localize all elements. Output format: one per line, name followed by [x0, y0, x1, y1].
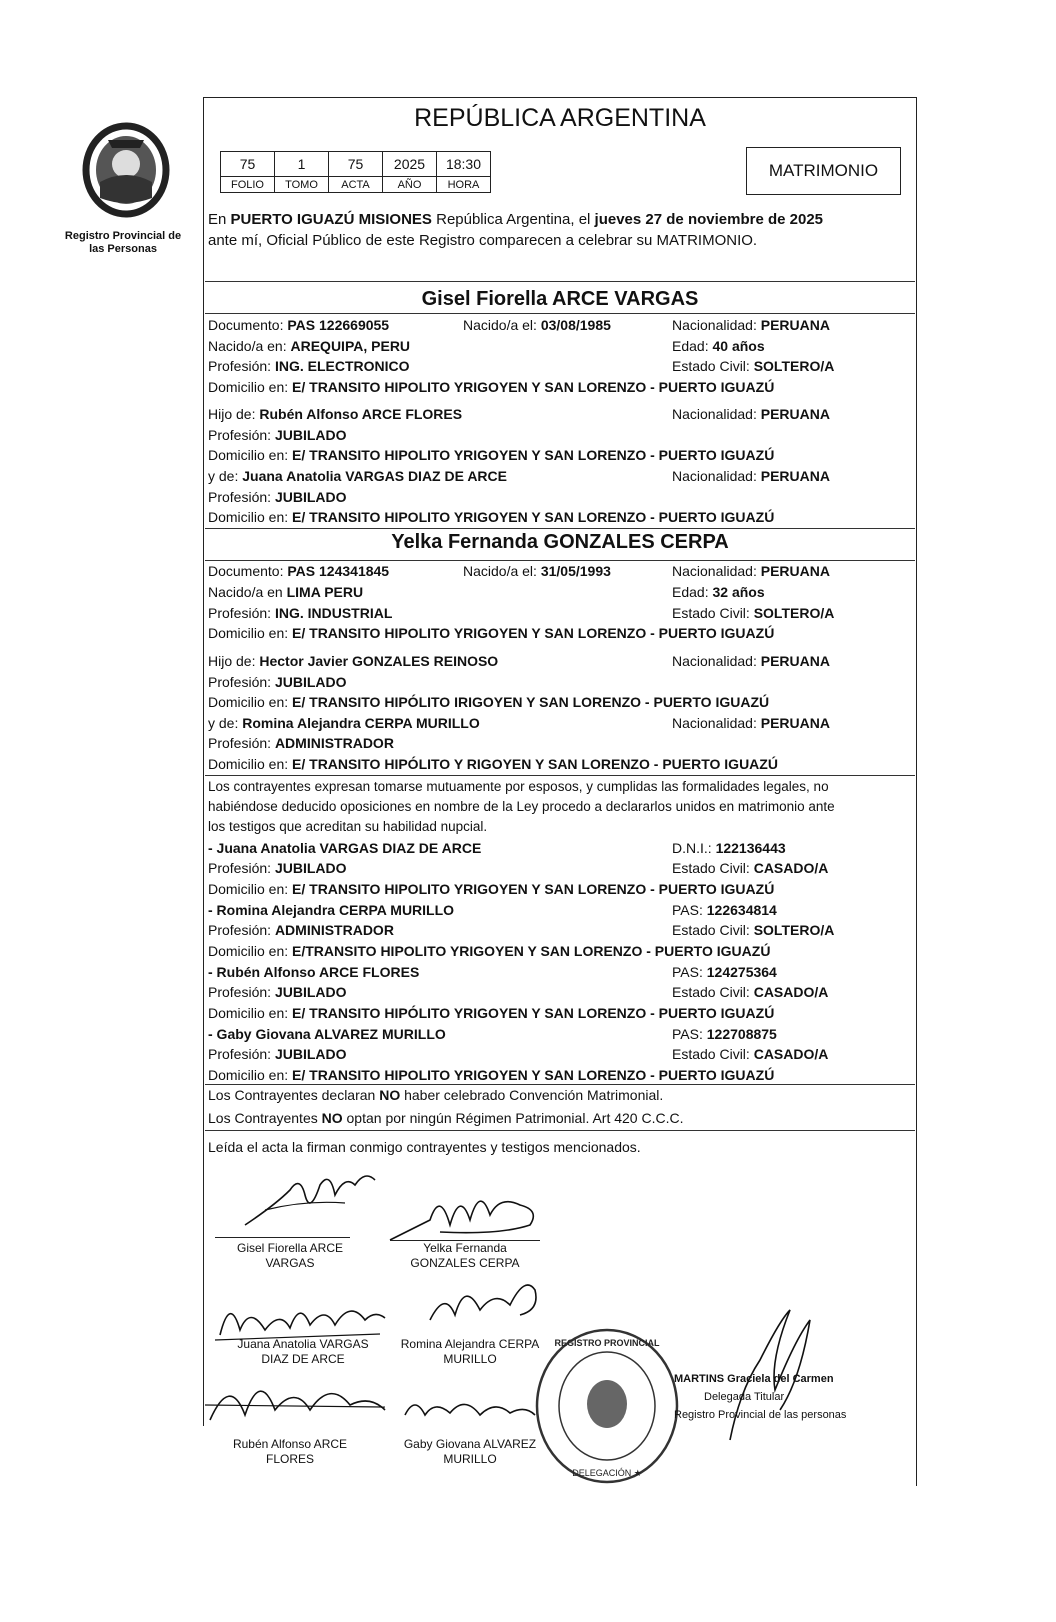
- spouse1-father-address: Domicilio en: E/ TRANSITO HIPOLITO YRIGOYEN Y SAN LORENZO - PUERTO IGUAZÚ: [208, 447, 775, 463]
- spouse2-birthplace: Nacido/a en LIMA PERU: [208, 584, 364, 600]
- spouse1-mother-address: Domicilio en: E/ TRANSITO HIPOLITO YRIGOYEN Y SAN LORENZO - PUERTO IGUAZÚ: [208, 509, 775, 525]
- acta-value: 75: [329, 152, 383, 177]
- witness-4-profession: Profesión: JUBILADO: [208, 1046, 347, 1062]
- witness-3-id: PAS: 124275364: [672, 964, 777, 980]
- spouse2-mother-nationality: Nacionalidad: PERUANA: [672, 715, 830, 731]
- spouse1-doc: Documento: PAS 122669055: [208, 317, 390, 333]
- signature-label-yelka: Yelka Fernanda GONZALES CERPA: [410, 1241, 520, 1270]
- witness-2-address: Domicilio en: E/TRANSITO HIPOLITO YRIGOYEN Y SAN LORENZO - PUERTO IGUAZÚ: [208, 943, 771, 959]
- spouse1-mother-profession: Profesión: JUBILADO: [208, 489, 347, 505]
- witness-3-profession: Profesión: JUBILADO: [208, 984, 347, 1000]
- hora-value: 18:30: [437, 152, 491, 177]
- declaration-line-1: Los contrayentes expresan tomarse mutuamente por esposos, y cumplidas las formalidades legales, no: [208, 779, 829, 794]
- declaration-line-3: los testigos que acreditan su habilidad nupcial.: [208, 819, 488, 834]
- page-title: REPÚBLICA ARGENTINA: [414, 104, 706, 132]
- record-header-table: [220, 151, 491, 193]
- acta-label: ACTA: [329, 177, 383, 193]
- witness-3-name: - Rubén Alfonso ARCE FLORES: [208, 964, 420, 980]
- intro-line-2: ante mí, Oficial Público de este Registro comparecen a celebrar su MATRIMONIO.: [208, 232, 758, 249]
- svg-text:REGISTRO PROVINCIAL: REGISTRO PROVINCIAL: [554, 1338, 660, 1348]
- witness-4-civil-status: Estado Civil: CASADO/A: [672, 1046, 829, 1062]
- signature-ruben: [200, 1365, 390, 1435]
- spouse1-birthdate: Nacido/a el: 03/08/1985: [463, 317, 611, 333]
- intro-line-1: En PUERTO IGUAZÚ MISIONES República Argentina, el jueves 27 de noviembre de 2025: [208, 211, 824, 228]
- convention-statement: Los Contrayentes declaran NO haber celebrado Convención Matrimonial.: [208, 1087, 664, 1103]
- spouse2-mother-profession: Profesión: ADMINISTRADOR: [208, 735, 394, 751]
- closing-statement: Leída el acta la firman conmigo contrayentes y testigos mencionados.: [208, 1139, 641, 1155]
- spouse2-father-address: Domicilio en: E/ TRANSITO HIPÓLITO IRIGOYEN Y SAN LORENZO - PUERTO IGUAZÚ: [208, 694, 770, 710]
- spouse1-father-nationality: Nacionalidad: PERUANA: [672, 406, 830, 422]
- witness-1-profession: Profesión: JUBILADO: [208, 860, 347, 876]
- spouse2-mother-address: Domicilio en: E/ TRANSITO HIPÓLITO Y RIGOYEN Y SAN LORENZO - PUERTO IGUAZÚ: [208, 756, 778, 772]
- signature-label-gisel: Gisel Fiorella ARCE VARGAS: [236, 1241, 344, 1270]
- spouse2-father: Hijo de: Hector Javier GONZALES REINOSO: [208, 653, 499, 669]
- hora-label: HORA: [437, 177, 491, 193]
- spouse1-mother-nationality: Nacionalidad: PERUANA: [672, 468, 830, 484]
- spouse2-doc: Documento: PAS 124341845: [208, 563, 390, 579]
- signature-label-ruben: Rubén Alfonso ARCE FLORES: [232, 1437, 348, 1466]
- signature-gisel: [235, 1165, 385, 1235]
- spouse1-father: Hijo de: Rubén Alfonso ARCE FLORES: [208, 406, 463, 422]
- registry-name: Registro Provincial de las Personas: [64, 230, 182, 255]
- spouse1-civil-status: Estado Civil: SOLTERO/A: [672, 358, 835, 374]
- spouse2-nationality: Nacionalidad: PERUANA: [672, 563, 830, 579]
- spouse1-mother: y de: Juana Anatolia VARGAS DIAZ DE ARCE: [208, 468, 507, 484]
- witness-2-name: - Romina Alejandra CERPA MURILLO: [208, 902, 455, 918]
- svg-text:DELEGACIÓN ★: DELEGACIÓN ★: [572, 1468, 642, 1478]
- signature-label-gaby: Gaby Giovana ALVAREZ MURILLO: [403, 1437, 537, 1466]
- spouse2-name: Yelka Fernanda GONZALES CERPA: [391, 531, 729, 553]
- witness-1-civil-status: Estado Civil: CASADO/A: [672, 860, 829, 876]
- spouse2-civil-status: Estado Civil: SOLTERO/A: [672, 605, 835, 621]
- witness-1-name: - Juana Anatolia VARGAS DIAZ DE ARCE: [208, 840, 482, 856]
- spouse1-address: Domicilio en: E/ TRANSITO HIPOLITO YRIGOYEN Y SAN LORENZO - PUERTO IGUAZÚ: [208, 379, 775, 395]
- signature-gaby: [395, 1385, 545, 1445]
- witness-4-name: - Gaby Giovana ALVAREZ MURILLO: [208, 1026, 446, 1042]
- spouse1-birthplace: Nacido/a en: AREQUIPA, PERU: [208, 338, 411, 354]
- signature-romina: [400, 1270, 550, 1340]
- spouse2-mother: y de: Romina Alejandra CERPA MURILLO: [208, 715, 480, 731]
- spouse1-name: Gisel Fiorella ARCE VARGAS: [421, 288, 699, 310]
- declaration-line-2: habiéndose deducido oposiciones en nombre de la Ley procedo a declararlos unidos en matrimonio ante: [208, 799, 835, 814]
- witness-2-id: PAS: 122634814: [672, 902, 777, 918]
- province-seal-logo: [78, 120, 174, 220]
- spouse2-profession: Profesión: ING. INDUSTRIAL: [208, 605, 393, 621]
- registry-stamp: [532, 1326, 682, 1486]
- witness-1-id: D.N.I.: 122136443: [672, 840, 786, 856]
- spouse2-father-profession: Profesión: JUBILADO: [208, 674, 347, 690]
- witness-1-address: Domicilio en: E/ TRANSITO HIPOLITO YRIGOYEN Y SAN LORENZO - PUERTO IGUAZÚ: [208, 881, 775, 897]
- official-signature-block: MARTINS Graciela del Carmen Delegada Titular Registro Provincial de las personas: [674, 1373, 847, 1421]
- ano-value: 2025: [383, 152, 437, 177]
- tomo-value: 1: [275, 152, 329, 177]
- spouse1-age: Edad: 40 años: [672, 338, 765, 354]
- spouse2-address: Domicilio en: E/ TRANSITO HIPOLITO YRIGOYEN Y SAN LORENZO - PUERTO IGUAZÚ: [208, 625, 775, 641]
- witness-2-civil-status: Estado Civil: SOLTERO/A: [672, 922, 835, 938]
- spouse1-nationality: Nacionalidad: PERUANA: [672, 317, 830, 333]
- signature-line-gisel: [215, 1237, 350, 1238]
- spouse1-profession: Profesión: ING. ELECTRONICO: [208, 358, 410, 374]
- folio-label: FOLIO: [221, 177, 275, 193]
- witness-3-civil-status: Estado Civil: CASADO/A: [672, 984, 829, 1000]
- spouse1-father-profession: Profesión: JUBILADO: [208, 427, 347, 443]
- witness-2-profession: Profesión: ADMINISTRADOR: [208, 922, 394, 938]
- spouse2-birthdate: Nacido/a el: 31/05/1993: [463, 563, 611, 579]
- witness-3-address: Domicilio en: E/ TRANSITO HIPÓLITO YRIGOYEN Y SAN LORENZO - PUERTO IGUAZÚ: [208, 1005, 775, 1021]
- ano-label: AÑO: [383, 177, 437, 193]
- spouse2-father-nationality: Nacionalidad: PERUANA: [672, 653, 830, 669]
- record-type-box: MATRIMONIO: [746, 147, 901, 195]
- folio-value: 75: [221, 152, 275, 177]
- signature-label-romina: Romina Alejandra CERPA MURILLO: [400, 1337, 540, 1366]
- signature-label-juana: Juana Anatolia VARGAS DIAZ DE ARCE: [237, 1337, 369, 1366]
- witness-4-id: PAS: 122708875: [672, 1026, 777, 1042]
- witness-4-address: Domicilio en: E/ TRANSITO HIPOLITO YRIGOYEN Y SAN LORENZO - PUERTO IGUAZÚ: [208, 1067, 775, 1083]
- tomo-label: TOMO: [275, 177, 329, 193]
- spouse2-age: Edad: 32 años: [672, 584, 765, 600]
- regime-statement: Los Contrayentes NO optan por ningún Régimen Patrimonial. Art 420 C.C.C.: [208, 1110, 684, 1126]
